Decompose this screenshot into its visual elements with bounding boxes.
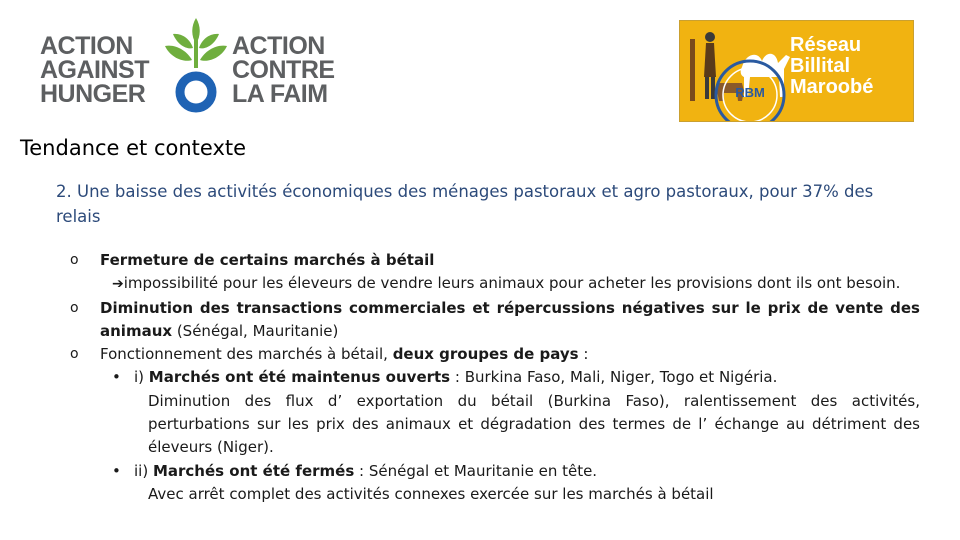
arrow-right-icon: ➔ <box>112 276 124 293</box>
aah-emblem-icon <box>164 10 228 116</box>
sub-item-open-markets: • i) Marchés ont été maintenus ouverts : Burkina Faso, Mali, Niger, Togo et Nigéria. Diminution des flux d’ exportation du bétail (Burkina Faso), ralentissement des activités, perturbations sur les prix des animaux et dégradation des termes de l’ échange au détriment des éleveurs (Niger). <box>70 366 920 459</box>
rbm-name: Réseau Billital Maroobé <box>790 34 874 98</box>
list-item <box>70 343 920 366</box>
bullet-icon: o <box>70 252 79 268</box>
bullet-icon: o <box>70 346 79 363</box>
item-heading: Fonctionnement des marchés à bétail, deux groupes de pays : <box>100 345 589 364</box>
list-item <box>70 249 920 297</box>
list-item: o Diminution des transactions commerciales et répercussions négatives sur le prix de vente des animaux (Sénégal, Mauritanie) <box>70 298 920 340</box>
content-list <box>70 249 920 506</box>
rbm-abbreviation: RBM <box>735 85 765 100</box>
dot-icon: • <box>112 368 121 387</box>
dot-icon: • <box>112 461 121 480</box>
sub-item-detail: Diminution des flux d’ exportation du bétail (Burkina Faso), ralentissement des activités, perturbations sur les prix des animaux et dégradation des termes de l’ échange au détriment des éleveurs (Niger). <box>148 391 920 457</box>
reseau-billital-maroobe-logo <box>679 20 914 122</box>
action-against-hunger-logo <box>36 10 346 116</box>
item-heading: Fermeture de certains marchés à bétail <box>100 251 435 269</box>
sub-item-detail: Avec arrêt complet des activités connexes exercée sur les marchés à bétail <box>148 484 714 503</box>
item-detail: ➔impossibilité pour les éleveurs de vendre leurs animaux pour acheter les provisions dont ils ont besoin. <box>112 274 901 293</box>
sub-item-closed-markets: • ii) Marchés ont été fermés : Sénégal et Mauritanie en tête. Avec arrêt complet des activités connexes exercée sur les marchés à bétail <box>70 460 920 507</box>
subtitle: 2. Une baisse des activités économiques des ménages pastoraux et agro pastoraux, pour 37% des relais <box>56 182 874 226</box>
logo-wordmark-english: ACTION AGAINST HUNGER <box>40 32 149 108</box>
section-title: Tendance et contexte <box>20 136 247 160</box>
logo-wordmark-french: ACTION CONTRE LA FAIM <box>232 32 335 108</box>
bullet-icon: o <box>70 299 79 316</box>
